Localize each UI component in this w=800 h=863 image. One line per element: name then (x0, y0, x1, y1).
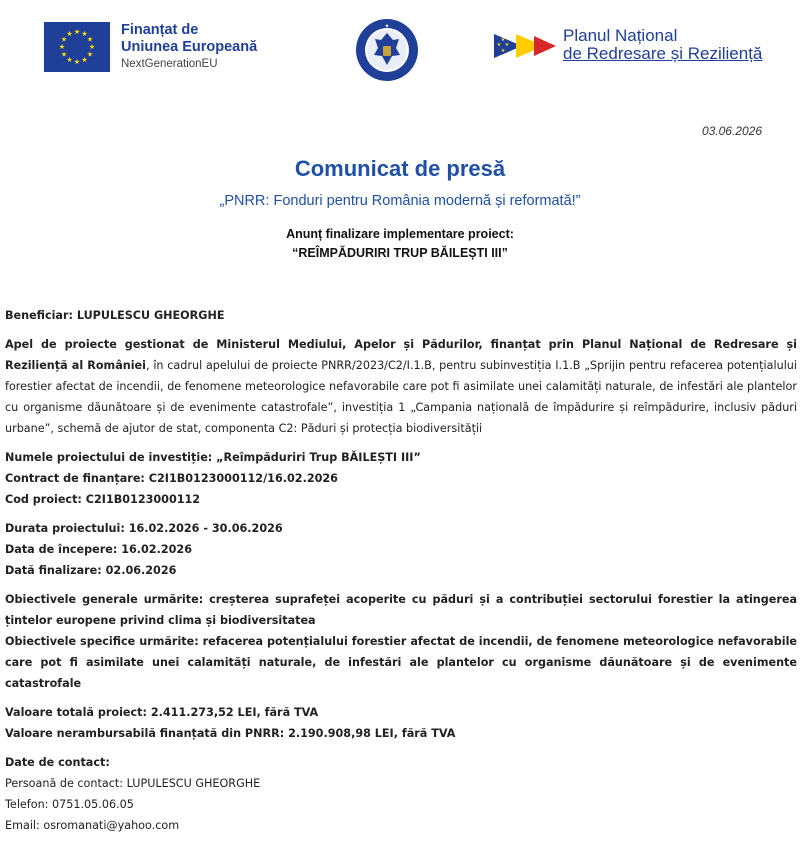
svg-text:★: ★ (86, 35, 94, 44)
announcement-line-1: Anunț finalizare implementare proiect: (286, 227, 514, 241)
svg-text:★: ★ (66, 30, 73, 38)
page-header (0, 0, 800, 110)
svg-text:★: ★ (86, 50, 94, 59)
announcement-project-title: “REÎMPĂDURIRI TRUP BĂILEȘTI III” (292, 246, 508, 260)
page-title: Comunicat de presă (294, 156, 506, 181)
intro-rest: , în cadrul apelului de proiecte PNRR/2023/C2/I.1.B, pentru subinvestiția I.1.B „Sprijin pentru refacerea potențialului forestier afectat de incendii, de fenomene meteorologice nefavorabile care pot fi asimilate unei calamități naturale, de infestări ale plantelor cu organisme dăunătoare și de evenimente catastrofale”, investiția 1 „Campania națională de împădurire și reîmpădurire, inclusiv păduri urbane”, schemă de ajutor de stat, componenta C2: Păduri și protecția biodiversității (5, 359, 797, 435)
intro-bold: Apel de proiecte gestionat de Ministerul Mediului, Apelor și Pădurilor, finanțat prin Planul Național de Redresare și Reziliență al României (5, 338, 797, 372)
end-date: Dată finalizare: 02.06.2026 (5, 564, 177, 577)
pnrr-line-2: de Redresare și Reziliență (563, 44, 763, 63)
svg-text:★: ★ (60, 35, 68, 44)
government-seal-logo (355, 18, 419, 82)
general-objectives: Obiectivele generale urmărite: creșterea suprafeței acoperite cu păduri și a contribuției sectorului forestier la atingerea țintelor europene privind clima și biodiversitatea (5, 593, 797, 627)
pnrr-logo (494, 31, 556, 61)
press-release-body (5, 305, 797, 836)
eu-funding-text (121, 22, 257, 70)
svg-text:★: ★ (81, 56, 88, 64)
svg-text:★: ★ (88, 43, 96, 51)
pnrr-line-1: Planul Național (563, 26, 678, 45)
svg-text:★: ★ (66, 56, 73, 64)
svg-text:★: ★ (500, 37, 506, 43)
svg-text:★: ★ (73, 28, 81, 36)
svg-text:✦: ✦ (384, 23, 390, 30)
contact-person: Persoană de contact: LUPULESCU GHEORGHE (5, 777, 261, 790)
intro-paragraph (5, 334, 797, 439)
contact-email[interactable]: Email: osromanati@yahoo.com (5, 819, 180, 832)
eu-line-3: NextGenerationEU (121, 58, 218, 70)
eu-line-1: Finanțat de (121, 22, 199, 38)
press-release-date: 03.06.2026 (701, 124, 762, 138)
project-duration: Durata proiectului: 16.02.2026 - 30.06.2026 (5, 522, 283, 535)
pnrr-title-text (563, 27, 762, 63)
svg-text:★: ★ (58, 43, 66, 51)
svg-text:★: ★ (496, 42, 502, 48)
eu-flag-logo (44, 22, 110, 72)
svg-text:★: ★ (81, 30, 88, 38)
total-value: Valoare totală proiect: 2.411.273,52 LEI, fără TVA (5, 706, 319, 719)
specific-objectives: Obiectivele specifice urmărite: refacerea potențialului forestier afectat de incendii, de fenomene meteorologice nefavorabile care pot fi asimilate unei calamități naturale, de infestări ale plantelor cu organisme dăunătoare și de evenimente catastrofale (5, 635, 797, 690)
contact-heading: Date de contact: (5, 756, 110, 769)
grant-value: Valoare nerambursabilă finanțată din PNRR: 2.190.908,98 LEI, fără TVA (5, 727, 456, 740)
svg-text:★: ★ (60, 50, 68, 59)
svg-text:★: ★ (73, 58, 81, 66)
project-name: Numele proiectului de investiție: „Reîmpăduriri Trup BĂILEȘTI III” (5, 451, 421, 464)
page-subtitle: „PNRR: Fonduri pentru România modernă și reformată!” (219, 193, 581, 209)
contact-phone: Telefon: 0751.05.06.05 (5, 798, 134, 811)
beneficiary: Beneficiar: LUPULESCU GHEORGHE (5, 309, 225, 322)
svg-text:★: ★ (504, 42, 510, 48)
project-code: Cod proiect: C2I1B0123000112 (5, 493, 201, 506)
start-date: Data de începere: 16.02.2026 (5, 543, 192, 556)
svg-text:★: ★ (500, 48, 506, 54)
eu-line-2: Uniunea Europeană (121, 39, 258, 55)
financing-contract: Contract de finanțare: C2I1B0123000112/16.02.2026 (5, 472, 338, 485)
